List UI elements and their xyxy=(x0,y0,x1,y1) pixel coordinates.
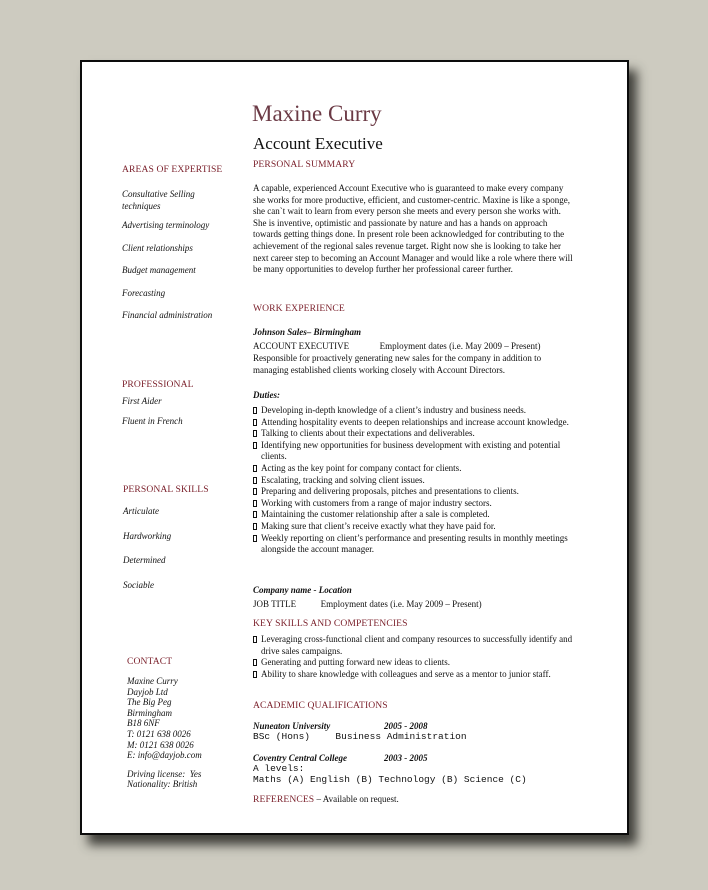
duty-item: Making sure that client’s receive exactly what they have paid for. xyxy=(253,521,573,533)
education1-degree-row xyxy=(253,731,467,742)
education2-grades: Maths (A) English (B) Technology (B) Science (C) xyxy=(253,774,527,785)
expertise-item: Forecasting xyxy=(122,287,166,298)
expertise-item: Advertising terminology xyxy=(122,220,210,230)
academic-heading: ACADEMIC QUALIFICATIONS xyxy=(253,700,388,711)
job1-description: Responsible for proactively generating new sales for the company in addition to managing established clients working closely with Account Directors. xyxy=(253,353,542,375)
contact-postcode: B18 6NF xyxy=(127,718,160,729)
job1-dates: Employment dates (i.e. May 2009 – Present) xyxy=(379,341,541,351)
job1-title-row xyxy=(253,341,541,353)
references-heading: REFERENCES xyxy=(253,794,315,805)
contact-email[interactable]: E: info@dayjob.com xyxy=(127,750,202,761)
bullet-icon xyxy=(253,523,257,530)
bullet-icon xyxy=(253,659,257,666)
expertise-heading: AREAS OF EXPERTISE xyxy=(122,164,223,175)
key-skill-item: Ability to share knowledge with colleagues and serve as a mentor to junior staff. xyxy=(253,669,573,681)
contact-name: Maxine Curry xyxy=(127,676,178,686)
references-text: – Available on request. xyxy=(314,794,399,804)
job2-title-row xyxy=(253,599,482,611)
bullet-icon xyxy=(253,671,257,678)
professional-heading: PROFESSIONAL xyxy=(122,379,194,390)
duty-item: Working with customers from a range of major industry sectors. xyxy=(253,498,573,510)
personal-summary-text: A capable, experienced Account Executive who is guaranteed to make every company she works for more productive, efficient, and customer-centric. Maxine is like a sponge, she can`t wait to learn from every person she meets and every person she works with. She is inventive, optimistic and passionate by nature and has a hands on approach towards getting things done. In present role been acknowledged for contributing to the achievement of the regional sales revenue target. Right now she is looking to take her next career step to becoming an Account Manager and would like a role where there will be many opportunities to develop further her professional career further. xyxy=(253,183,573,275)
education2-qualification: A levels: xyxy=(253,763,305,774)
duties-list xyxy=(253,405,573,556)
candidate-name: Maxine Curry xyxy=(252,101,382,126)
nationality: Nationality: British xyxy=(127,779,198,790)
bullet-icon xyxy=(253,477,257,484)
personal-skill-item: Hardworking xyxy=(123,530,172,541)
education2-institution: Coventry Central College xyxy=(253,753,347,763)
key-skill-item: Generating and putting forward new ideas to clients. xyxy=(253,657,573,669)
education1-degree: BSc (Hons) xyxy=(253,731,311,742)
bullet-icon xyxy=(253,500,257,507)
duties-label: Duties: xyxy=(253,390,280,400)
expertise-item: Financial administration xyxy=(122,310,213,320)
education1-subject: Business Administration xyxy=(335,731,467,742)
bullet-icon xyxy=(253,430,257,437)
education1-years: 2005 - 2008 xyxy=(384,721,428,731)
contact-details xyxy=(127,676,247,790)
bullet-icon xyxy=(253,511,257,518)
expertise-item: Consultative Selling techniques xyxy=(122,189,195,211)
key-skill-item: Leveraging cross-functional client and company resources to successfully identify and drive sales campaigns. xyxy=(253,634,573,657)
job2-company: Company name - Location xyxy=(253,585,352,595)
education1-institution: Nuneaton University xyxy=(253,721,331,731)
bullet-icon xyxy=(253,636,257,643)
personal-skills-heading: PERSONAL SKILLS xyxy=(123,484,209,495)
job1-company: Johnson Sales– Birmingham xyxy=(253,327,362,337)
duty-item: Attending hospitality events to deepen relationships and increase account knowledge. xyxy=(253,417,573,429)
professional-list xyxy=(122,396,242,427)
expertise-item: Budget management xyxy=(122,265,196,275)
personal-summary-heading: PERSONAL SUMMARY xyxy=(253,159,356,170)
job1-role: ACCOUNT EXECUTIVE xyxy=(253,341,350,351)
personal-skills-list xyxy=(123,506,243,591)
bullet-icon xyxy=(253,419,257,426)
driving-license: Driving license: Yes xyxy=(127,768,202,779)
references-row xyxy=(253,794,399,805)
key-skills-list xyxy=(253,634,573,680)
professional-item: Fluent in French xyxy=(122,415,183,426)
personal-skill-item: Determined xyxy=(123,555,166,565)
key-skills-heading: KEY SKILLS AND COMPETENCIES xyxy=(253,618,408,629)
education2-years: 2003 - 2005 xyxy=(384,753,428,763)
job2-dates: Employment dates (i.e. May 2009 – Present) xyxy=(320,599,482,609)
duty-item: Identifying new opportunities for business development with existing and potential clients. xyxy=(253,440,573,463)
bullet-icon xyxy=(253,488,257,495)
contact-heading: CONTACT xyxy=(127,656,173,667)
duty-item: Developing in-depth knowledge of a client’s industry and business needs. xyxy=(253,405,573,417)
duty-item: Talking to clients about their expectations and deliverables. xyxy=(253,428,573,440)
expertise-list xyxy=(122,189,222,322)
contact-company: Dayjob Ltd xyxy=(127,686,168,697)
contact-telephone: T: 0121 638 0026 xyxy=(127,728,191,739)
bullet-icon xyxy=(253,407,257,414)
professional-item: First Aider xyxy=(122,396,162,406)
bullet-icon xyxy=(253,535,257,542)
candidate-job-title: Account Executive xyxy=(253,134,383,153)
duty-item: Maintaining the customer relationship after a sale is completed. xyxy=(253,509,573,521)
bullet-icon xyxy=(253,442,257,449)
resume-page xyxy=(80,60,629,835)
duty-item: Weekly reporting on client’s performance and presenting results in monthly meetings alongside the account manager. xyxy=(253,533,573,556)
job2-role: JOB TITLE xyxy=(253,599,297,609)
duty-item: Escalating, tracking and solving client issues. xyxy=(253,475,573,487)
personal-skill-item: Articulate xyxy=(123,506,159,516)
personal-skill-item: Sociable xyxy=(123,579,154,590)
work-experience-heading: WORK EXPERIENCE xyxy=(253,303,345,314)
bullet-icon xyxy=(253,465,257,472)
duty-item: Acting as the key point for company contact for clients. xyxy=(253,463,573,475)
contact-address-line: The Big Peg xyxy=(127,697,172,708)
contact-city: Birmingham xyxy=(127,707,172,718)
duty-item: Preparing and delivering proposals, pitches and presentations to clients. xyxy=(253,486,573,498)
contact-mobile: M: 0121 638 0026 xyxy=(127,739,194,750)
expertise-item: Client relationships xyxy=(122,242,193,253)
